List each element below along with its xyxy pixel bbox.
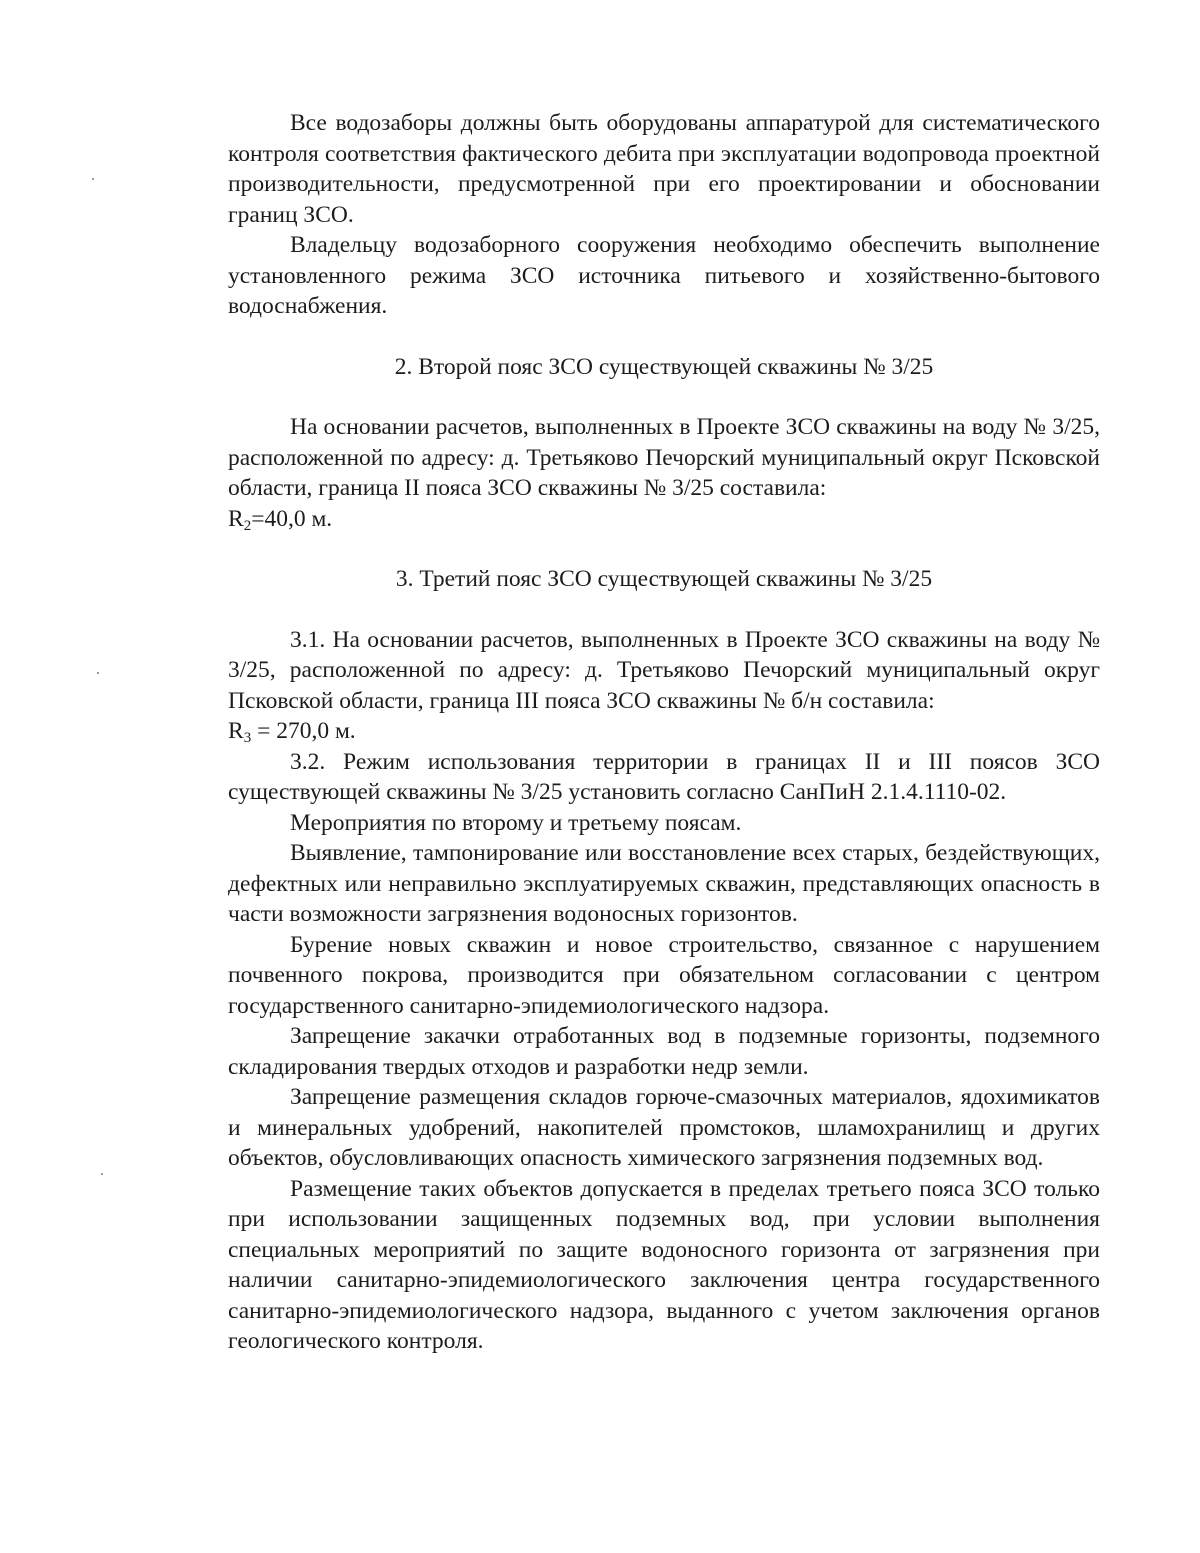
zone-3-radius (228, 716, 1100, 747)
document-body (228, 108, 1100, 1357)
scan-speck (97, 672, 99, 674)
paragraph-new-drilling: Бурение новых скважин и новое строительство, связанное с нарушением почвенного покрова, производится при обязательном согласовании с центром государственного санитарно-эпидемиологического надзора. (228, 931, 1100, 1019)
scan-speck (92, 178, 94, 180)
paragraph-equipment: Все водозаборы должны быть оборудованы аппаратурой для систематического контроля соответствия фактического дебита при эксплуатации водопровода проектной производительности, предусмотренной при его проектировании и обосновании границ ЗСО. (228, 110, 1100, 228)
paragraph-storage-ban: Запрещение размещения складов горюче-смазочных материалов, ядохимикатов и минеральных удобрений, накопителей промстоков, шламохранилищ и других объектов, обусловливающих опасность химического загрязнения подземных вод. (228, 1084, 1100, 1171)
r3-symbol: R (228, 718, 244, 744)
r2-subscript: 2 (243, 517, 252, 534)
paragraph-zone-3-calc: 3.1. На основании расчетов, выполненных в Проекте ЗСО скважины на воду № 3/25, расположенной по адресу: д. Третьяково Печорский муниципальный округ Псковской области, граница III пояса ЗСО скважины № б/н составила: (228, 626, 1100, 714)
paragraph-zone-2-calc: На основании расчетов, выполненных в Проекте ЗСО скважины на воду № 3/25, расположенной по адресу: д. Третьяково Печорский муниципальный округ Псковской области, граница II пояса ЗСО скважины № 3/25 составила: (228, 414, 1100, 501)
paragraph-placement-conditions: Размещение таких объектов допускается в пределах третьего пояса ЗСО только при использовании защищенных подземных вод, при условии выполнения специальных мероприятий по защите водоносного горизонта от загрязнения при наличии санитарно-эпидемиологического заключения центра государственного санитарно-эпидемиологического надзора, выданного с учетом заключения органов геологического контроля. (228, 1175, 1100, 1354)
zone-2-radius (228, 504, 1100, 535)
r3-value: = 270,0 м. (251, 718, 356, 744)
scan-speck (101, 1173, 103, 1175)
section-2-heading: 2. Второй пояс ЗСО существующей скважины № 3/25 (394, 353, 934, 380)
r3-subscript: 3 (243, 730, 252, 746)
paragraph-owner-duty: Владельцу водозаборного сооружения необходимо обеспечить выполнение установленного режима ЗСО источника питьевого и хозяйственно-бытового водоснабжения. (228, 232, 1100, 319)
paragraph-injection-ban: Запрещение закачки отработанных вод в подземные горизонты, подземного складирования твердых отходов и разработки недр земли. (228, 1023, 1100, 1080)
paragraph-regime: 3.2. Режим использования территории в границах II и III поясов ЗСО существующей скважины № 3/25 установить согласно СанПиН 2.1.4.1110-02. (228, 748, 1100, 805)
section-3-heading: 3. Третий пояс ЗСО существующей скважины № 3/25 (395, 566, 933, 592)
paragraph-old-wells: Выявление, тампонирование или восстановление всех старых, бездействующих, дефектных или неправильно эксплуатируемых скважин, представляющих опасность в части возможности загрязнения водоносных горизонтов. (228, 840, 1100, 927)
paragraph-measures-title: Мероприятия по второму и третьему поясам. (290, 809, 742, 836)
r2-symbol: R (228, 505, 244, 532)
r2-value: =40,0 м. (251, 505, 333, 532)
